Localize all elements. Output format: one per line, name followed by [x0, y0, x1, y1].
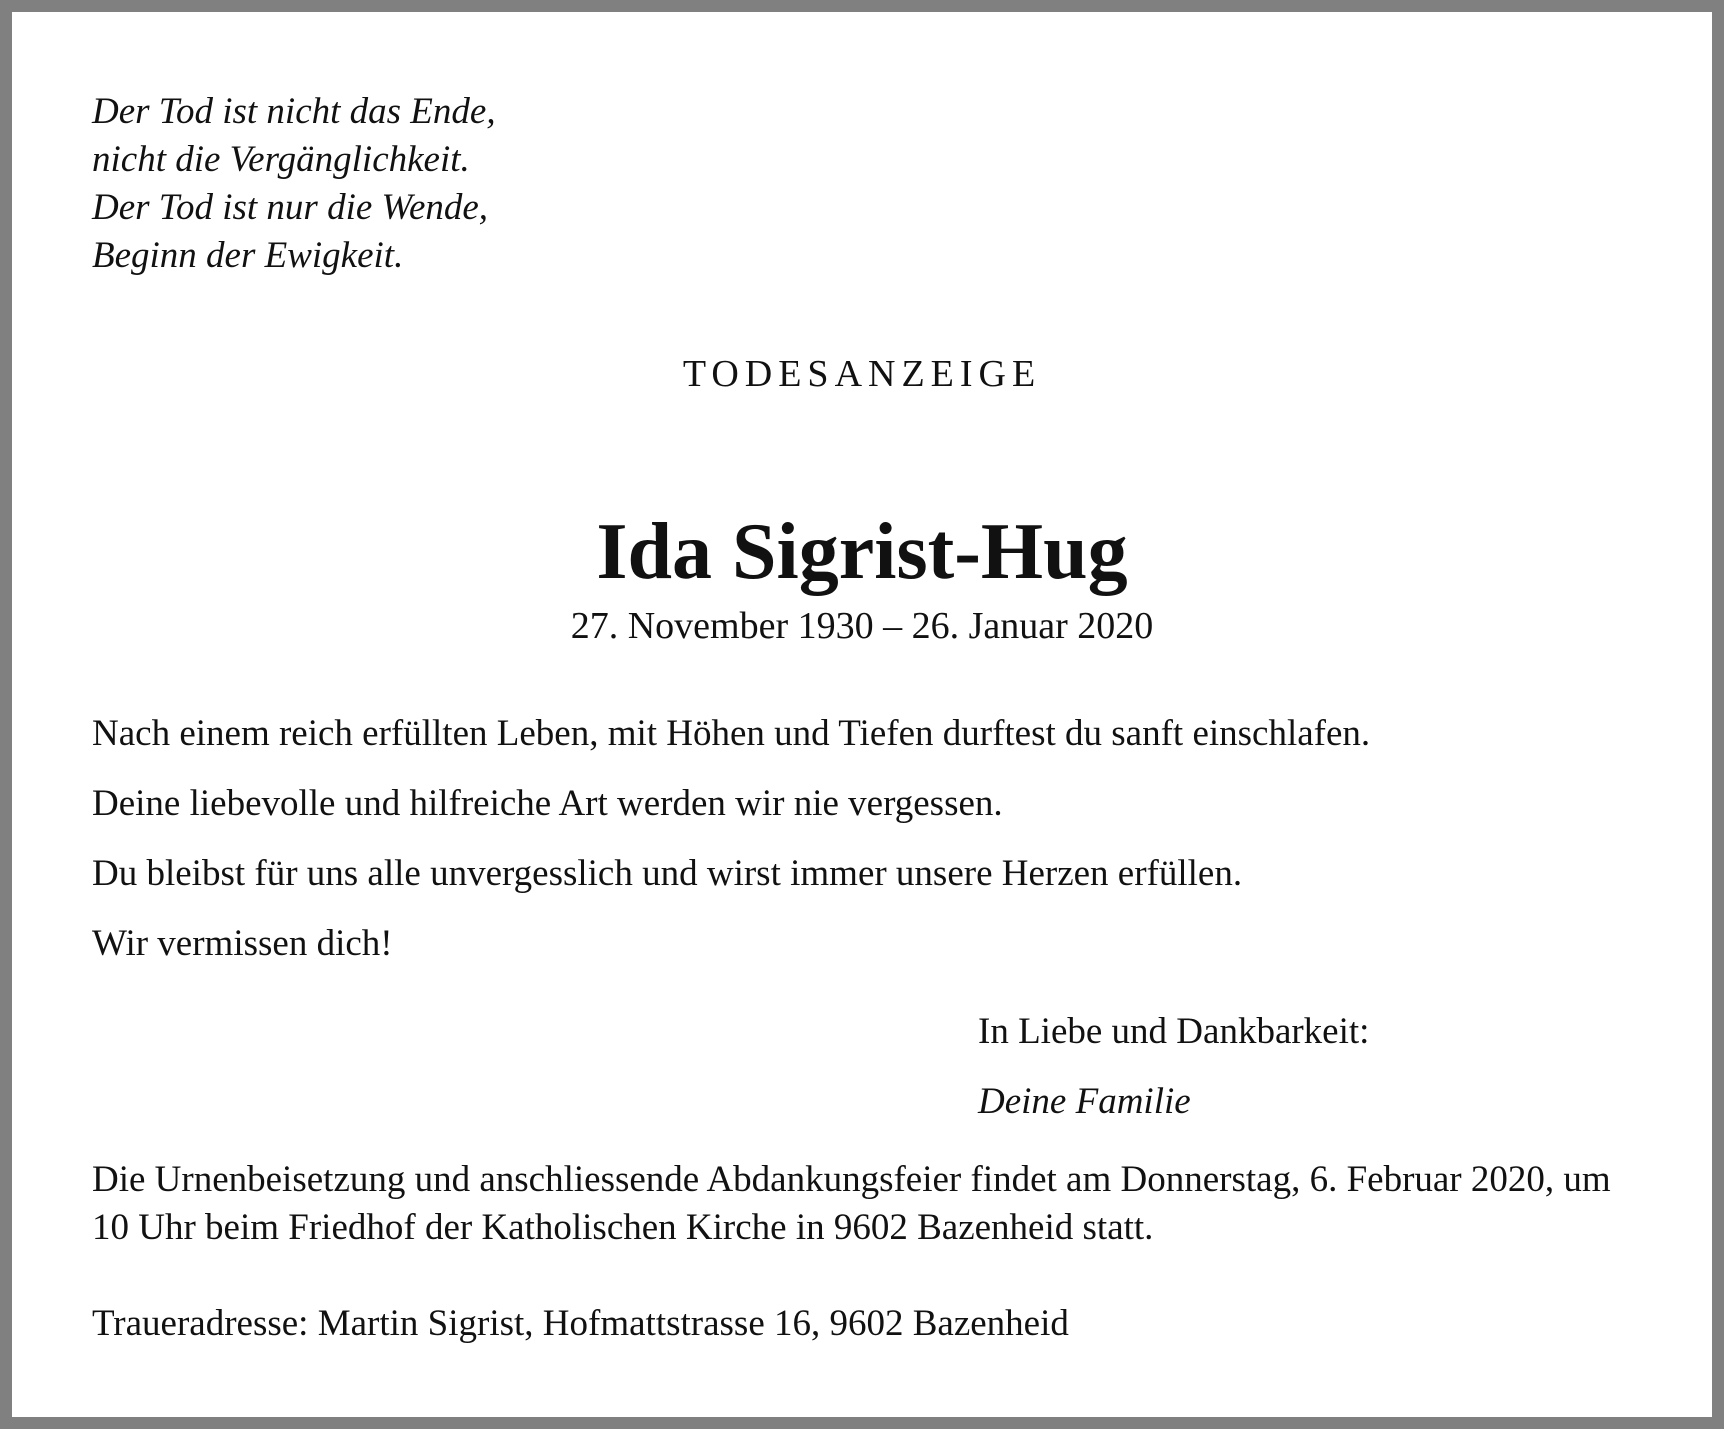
message-paragraph: Deine liebevolle und hilfreiche Art werden wir nie vergessen. — [92, 783, 1003, 824]
obituary-page — [12, 12, 1712, 1417]
message-body — [92, 710, 1370, 990]
mourning-address: Traueradresse: Martin Sigrist, Hofmattstrasse 16, 9602 Bazenheid — [92, 1303, 1069, 1344]
message-paragraph: Du bleibst für uns alle unvergesslich und wirst immer unsere Herzen erfüllen. — [92, 853, 1243, 894]
message-paragraph: Wir vermissen dich! — [92, 923, 393, 964]
poem — [92, 88, 496, 280]
message-paragraph: Nach einem reich erfüllten Leben, mit Höhen und Tiefen durftest du sanft einschlafen. — [92, 713, 1371, 754]
family-signature: Deine Familie — [978, 1081, 1191, 1122]
life-dates: 27. November 1930 – 26. Januar 2020 — [570, 605, 1154, 647]
funeral-info: Die Urnenbeisetzung und anschliessende Abdankungsfeier findet am Donnerstag, 6. Februar 2020, um 10 Uhr beim Friedhof der Katholischen Kirche in 9602 Bazenheid statt. — [92, 1159, 1611, 1248]
poem-line: Der Tod ist nur die Wende, — [92, 187, 489, 228]
closing-block — [978, 1008, 1369, 1126]
closing-line: In Liebe und Dankbarkeit: — [978, 1011, 1370, 1052]
poem-line: Der Tod ist nicht das Ende, — [92, 91, 496, 132]
notice-heading: TODESANZEIGE — [682, 353, 1042, 395]
deceased-name: Ida Sigrist-Hug — [596, 508, 1128, 596]
poem-line: Beginn der Ewigkeit. — [92, 235, 404, 276]
poem-line: nicht die Vergänglichkeit. — [92, 139, 470, 180]
